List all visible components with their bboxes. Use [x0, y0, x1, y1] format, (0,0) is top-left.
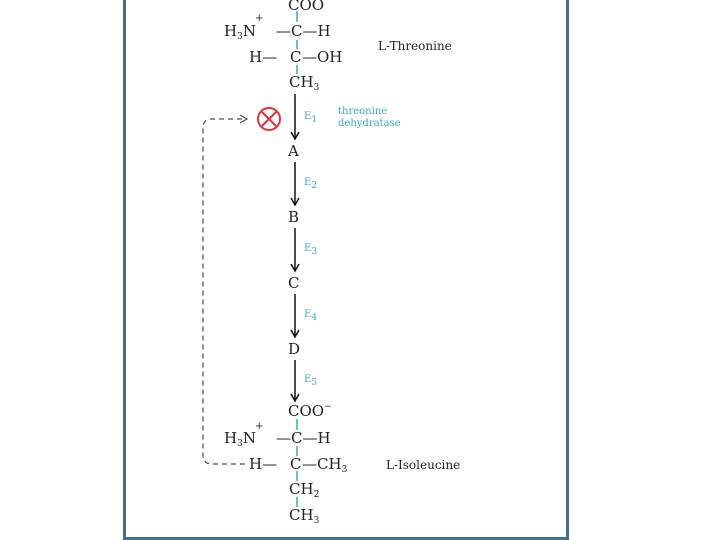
isoleucine-row2-c: C [290, 455, 302, 473]
intermediate-b: B [288, 208, 300, 226]
enzyme-e1-name-line2: dehydratase [338, 118, 401, 129]
threonine-name: L-Threonine [378, 39, 452, 53]
enzyme-e5: E5 [304, 374, 318, 388]
arrow-e4 [291, 294, 299, 337]
arrow-e1 [291, 94, 299, 139]
threonine-row2-c: C [290, 48, 302, 66]
enzyme-e3: E3 [304, 243, 318, 257]
isoleucine-ch2: $CH_2$ [289, 480, 320, 500]
isoleucine-name: L-Isoleucine [386, 458, 461, 472]
threonine-amine-charge: + [255, 13, 264, 24]
threonine-c-alpha: —C—H [276, 22, 331, 40]
intermediate-d: D [288, 340, 301, 358]
arrow-e5 [291, 360, 299, 401]
enzyme-e1-name-line1: threonine [338, 106, 388, 117]
enzyme-e1: E1 [304, 111, 318, 125]
isoleucine-row2-left: H— [249, 455, 278, 473]
threonine-row2-left: H— [249, 48, 278, 66]
inhibition-icon [258, 108, 280, 130]
isoleucine-amine: $H_3N$ [224, 429, 256, 449]
isoleucine-c-alpha: —C—H [276, 429, 331, 447]
enzyme-e4: E4 [304, 309, 318, 323]
threonine-amine: $H_3N$ [224, 22, 256, 42]
isoleucine-ch3: $CH_3$ [289, 506, 320, 526]
intermediate-c: C [288, 274, 300, 292]
enzyme-e2: E2 [304, 177, 318, 191]
intermediate-a: A [288, 142, 299, 160]
feedback-dashed-line [203, 119, 245, 464]
isoleucine-amine-charge: + [255, 421, 264, 432]
isoleucine-coo: COO− [288, 402, 332, 420]
threonine-row2-right: —OH [302, 48, 343, 66]
threonine-ch3: $CH_3$ [289, 73, 320, 93]
threonine-coo: COO [288, 0, 325, 14]
arrow-e3 [291, 228, 299, 271]
arrow-e2 [291, 162, 299, 205]
isoleucine-row2-right: $—CH_3$ [302, 455, 348, 475]
